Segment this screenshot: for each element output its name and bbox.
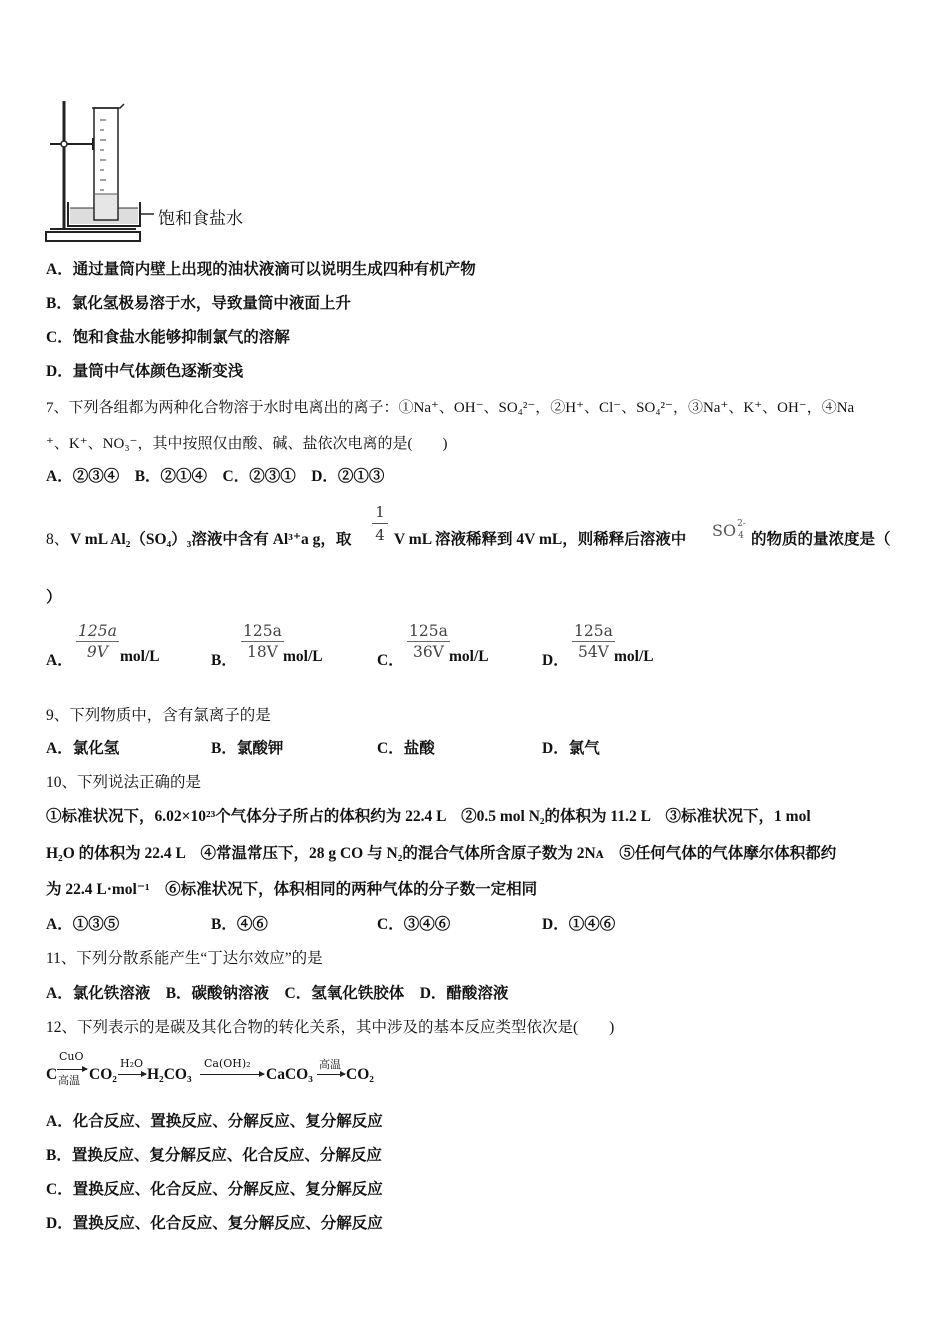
- q8-option-b: [211, 620, 376, 670]
- apparatus-figure: [40, 98, 280, 248]
- option-fraction: [572, 622, 615, 661]
- option-fraction: [241, 622, 284, 661]
- q10-option-c: C．③④⑥: [377, 916, 451, 933]
- arrow2: [118, 1074, 146, 1075]
- sulfate-ion: [712, 521, 748, 541]
- q8-options: [46, 620, 926, 670]
- q8-close-paren: ）: [46, 589, 62, 606]
- q6-option-d: D．量筒中气体颜色逐渐变浅: [46, 363, 244, 380]
- option-label: C．: [377, 652, 404, 669]
- q8-stem: [46, 503, 926, 563]
- q12-option-c: C．置换反应、化合反应、分解反应、复分解反应: [46, 1181, 383, 1198]
- fraction-numerator: 125a: [409, 622, 448, 640]
- q10-statement-line2: H₂O 的体积为 22.4 L ④常温常压下，28 g CO 与 N₂的混合气体所含原子数为 2Nᴀ ⑤任何气体的气体摩尔体积都约: [46, 845, 837, 862]
- q12-stem: 12、下列表示的是碳及其化合物的转化关系，其中涉及的基本反应类型依次是( ): [46, 1019, 615, 1036]
- option-fraction: [76, 622, 119, 661]
- chain-co2-first: CO₂: [89, 1066, 117, 1083]
- q9-stem: 9、下列物质中，含有氯离子的是: [46, 707, 271, 724]
- fraction-denominator: 36V: [412, 643, 444, 661]
- option-label: D．: [542, 652, 569, 669]
- fraction-denominator: 18V: [246, 643, 278, 661]
- chain-caco3: CaCO₃: [266, 1066, 313, 1083]
- arrow3: [200, 1074, 264, 1075]
- option-fraction: [407, 622, 450, 661]
- arrow1: [57, 1069, 87, 1070]
- q10-option-b: B．④⑥: [211, 916, 268, 933]
- chain-co2-second: CO₂: [346, 1066, 374, 1083]
- q9-option-d: D．氯气: [542, 740, 600, 757]
- chain-h2co3: H₂CO₃: [147, 1066, 192, 1083]
- q8-text-3: 的物质的量浓度是（: [751, 531, 891, 548]
- option-unit: mol/L: [283, 648, 323, 665]
- q11-options: A．氯化铁溶液 B．碳酸钠溶液 C．氢氧化铁胶体 D．醋酸溶液: [46, 985, 509, 1002]
- q8-text-1: V mL Al₂（SO₄）₃溶液中含有 Al³⁺a g，取: [70, 531, 352, 548]
- figure-label: 饱和食盐水: [158, 209, 243, 229]
- fraction-numerator: 125a: [243, 622, 282, 640]
- q6-option-a: A．通过量筒内壁上出现的油状液滴可以说明生成四种有机产物: [46, 261, 476, 278]
- option-label: A．: [46, 652, 73, 669]
- q8-option-d: [542, 620, 707, 670]
- q6-option-b: B．氯化氢极易溶于水，导致量筒中液面上升: [46, 295, 351, 312]
- chain-carbon: C: [46, 1066, 58, 1083]
- q12-option-a: A．化合反应、置换反应、分解反应、复分解反应: [46, 1113, 383, 1130]
- fraction-numerator: 1: [375, 503, 385, 521]
- ion-symbol: SO: [712, 521, 737, 540]
- q8-fraction-quarter: [372, 503, 388, 544]
- option-label: B．: [211, 652, 237, 669]
- arrow4: [317, 1074, 345, 1075]
- option-unit: mol/L: [120, 648, 160, 665]
- q11-stem: 11、下列分散系能产生“丁达尔效应”的是: [46, 950, 323, 967]
- q8-option-a: [46, 620, 211, 670]
- q10-option-d: D．①④⑥: [542, 916, 616, 933]
- q9-option-c: C．盐酸: [377, 740, 435, 757]
- option-unit: mol/L: [614, 648, 654, 665]
- q6-option-c: C．饱和食盐水能够抑制氯气的溶解: [46, 329, 290, 346]
- ion-subscript: 4: [738, 531, 744, 541]
- q7-options: A．②③④ B．②①④ C．②③① D．②①③: [46, 468, 385, 485]
- q12-reaction-chain: [46, 1048, 646, 1092]
- arrow4-condition: 高温: [319, 1058, 341, 1071]
- arrow2-reagent: H₂O: [120, 1057, 144, 1070]
- option-unit: mol/L: [449, 648, 489, 665]
- q10-statement-line1: ①标准状况下，6.02×10²³个气体分子所占的体积约为 22.4 L ②0.5 mol N₂的体积为 11.2 L ③标准状况下，1 mol: [46, 808, 811, 825]
- q9-option-b: B．氯酸钾: [211, 740, 284, 757]
- q7-stem-line2: ⁺、K⁺、NO₃⁻，其中按照仅由酸、碱、盐依次电离的是( ): [46, 436, 448, 452]
- q8-number: 8、: [46, 531, 70, 548]
- arrow1-condition: 高温: [58, 1074, 80, 1087]
- arrow1-reagent: CuO: [59, 1050, 84, 1063]
- q10-stem: 10、下列说法正确的是: [46, 774, 202, 791]
- fraction-numerator: 125a: [78, 622, 117, 640]
- q8-option-c: [377, 620, 542, 670]
- q9-option-a: A．氯化氢: [46, 740, 120, 757]
- fraction-numerator: 125a: [574, 622, 613, 640]
- fraction-denominator: 4: [375, 526, 385, 544]
- q10-statement-line3: 为 22.4 L·mol⁻¹ ⑥标准状况下，体积相同的两种气体的分子数一定相同: [46, 881, 538, 898]
- arrow3-reagent: Ca(OH)₂: [204, 1057, 251, 1070]
- fraction-denominator: 9V: [86, 643, 108, 661]
- q10-option-a: A．①③⑤: [46, 916, 120, 933]
- q12-option-b: B．置换反应、复分解反应、化合反应、分解反应: [46, 1147, 382, 1164]
- fraction-denominator: 54V: [577, 643, 609, 661]
- q7-stem-line1: 7、下列各组都为两种化合物溶于水时电离出的离子：①Na⁺、OH⁻、SO₄²⁻，②H⁺、Cl⁻、SO₄²⁻，③Na⁺、K⁺、OH⁻，④Na: [46, 400, 855, 416]
- ion-charge: 2-: [737, 519, 746, 529]
- q12-option-d: D．置换反应、化合反应、复分解反应、分解反应: [46, 1215, 383, 1232]
- q8-text-2: V mL 溶液稀释到 4V mL，则稀释后溶液中: [394, 531, 687, 548]
